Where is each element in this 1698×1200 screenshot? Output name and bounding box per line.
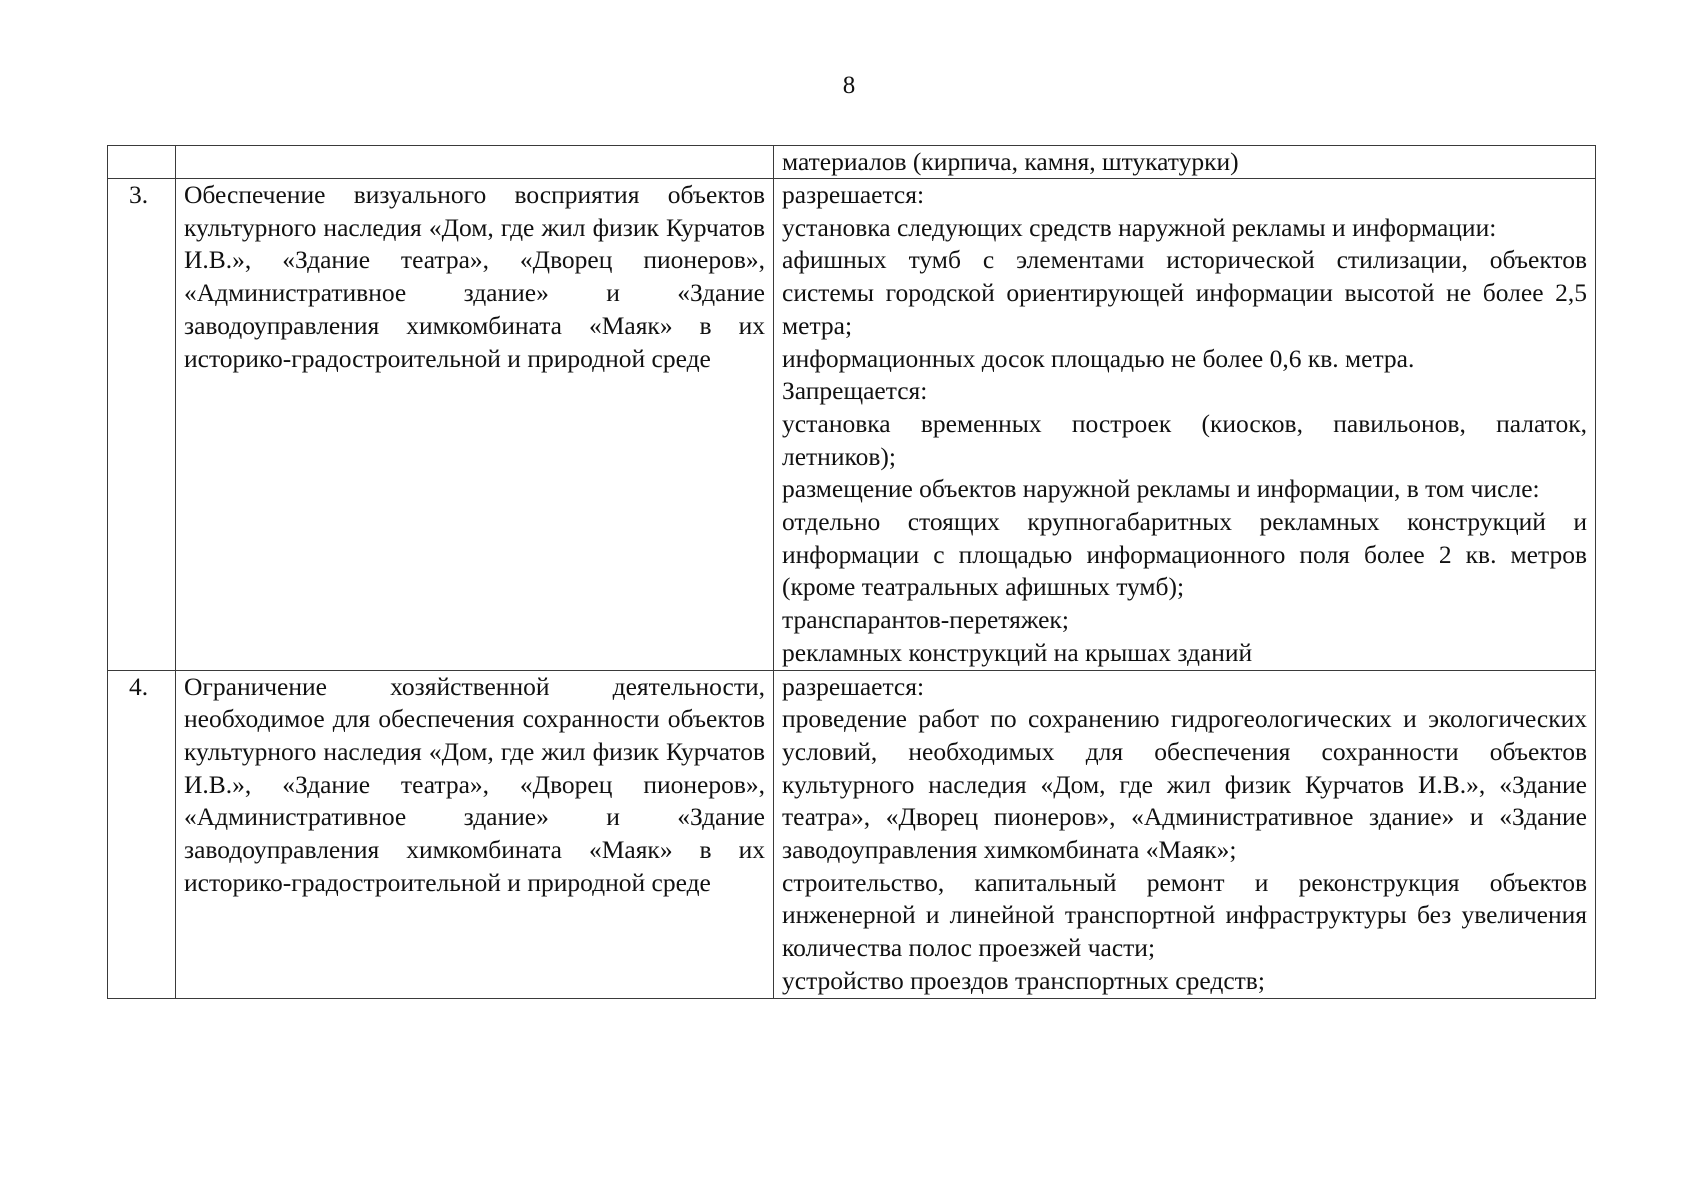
row-text-cell [774,146,1596,179]
row-number-cell: 4. [108,670,176,998]
row-name-cell [176,670,774,998]
row-text-cell [774,670,1596,998]
rule-line: проведение работ по сохранению гидрогеологических и экологических условий, необходимых для обеспечения сохранности объектов культурного наследия «Дом, где жил физик Курчатов И.В.», «Здание театра», «Дворец пионеров», «Административное здание» и «Здание заводоуправления химкомбината «Маяк»; [782,704,1587,865]
rule-line: Запрещается: [782,376,928,406]
row-name-text: Ограничение хозяйственной деятельности, необходимое для обеспечения сохранности объектов культурного наследия «Дом, где жил физик Курчатов И.В.», «Здание театра», «Дворец пионеров», «Административное здание» и «Здание заводоуправления химкомбината «Маяк» в их историко-градостроительной и природной среде [184,671,765,897]
rule-line: установка следующих средств наружной рекламы и информации: [782,212,1497,242]
row-text-cell [774,179,1596,671]
rule-line: строительство, капитальный ремонт и реконструкция объектов инженерной и линейной транспортной инфраструктуры без увеличения количества полос проезжей части; [782,867,1587,963]
rule-line: устройство проездов транспортных средств; [782,965,1265,995]
rule-line: разрешается: [782,671,925,701]
requirements-table [107,145,1596,999]
table-row-continuation [108,146,1596,179]
rule-line: отдельно стоящих крупногабаритных рекламных конструкций и информации с площадью информационного поля более 2 кв. метров (кроме театральных афишных тумб); [782,507,1587,602]
rule-line: рекламных конструкций на крышах зданий [782,637,1253,667]
rule-line: размещение объектов наружной рекламы и информации, в том числе: [782,474,1540,504]
row-name-cell [176,146,774,179]
table-row-4 [108,670,1596,998]
row-name-text: Обеспечение визуального восприятия объектов культурного наследия «Дом, где жил физик Курчатов И.В.», «Здание театра», «Дворец пионеров», «Административное здание» и «Здание заводоуправления химкомбината «Маяк» в их историко-градостроительной и природной среде [184,180,765,373]
rule-line: афишных тумб с элементами исторической стилизации, объектов системы городской ориентирующей информации высотой не более 2,5 метра; [782,245,1587,340]
row-number-cell [108,146,176,179]
rule-line: информационных досок площадью не более 0,6 кв. метра. [782,343,1415,373]
rule-line: разрешается: [782,180,925,209]
row-number-cell: 3. [108,179,176,671]
rule-line: материалов (кирпича, камня, штукатурки) [782,147,1239,176]
rule-line: транспарантов-перетяжек; [782,605,1069,635]
table-row-3 [108,179,1596,671]
row-name-cell [176,179,774,671]
page-number: 8 [842,72,856,99]
rule-line: установка временных построек (киосков, павильонов, палаток, летников); [782,408,1587,471]
